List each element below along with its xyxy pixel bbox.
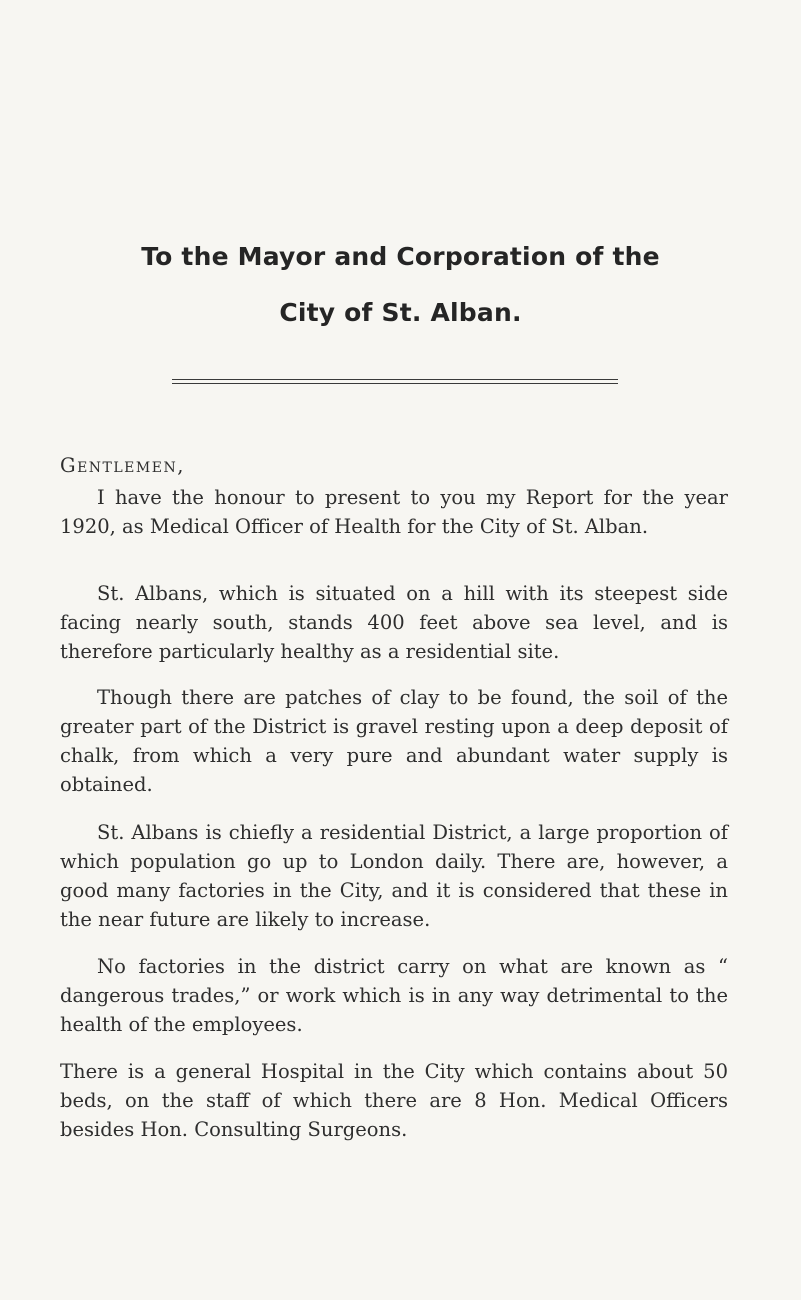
paragraph-factories: No factories in the district carry on what are known as “ dangerous trades,” or work which is in any way detrimental to the health of the employees. (60, 955, 728, 1036)
paragraph-residential: St. Albans is chiefly a residential District, a large proportion of which population go up to London daily. There are, however, a good many factories in the City, and it is considered that these in the near future are likely to increase. (60, 821, 728, 931)
heading-line-1: To the Mayor and Corporation of the (141, 242, 660, 271)
heading-line-2: City of St. Alban. (279, 298, 522, 327)
paragraph-report-intro: I have the honour to present to you my Report for the year 1920, as Medical Officer of Health for the City of St. Alban. (60, 486, 728, 538)
divider-rule (172, 379, 618, 380)
salutation: Gentlemen, (60, 454, 185, 477)
paragraph-soil: Though there are patches of clay to be found, the soil of the greater part of the District is gravel resting upon a deep deposit of chalk, from which a very pure and abundant water supply is obtained. (60, 686, 728, 796)
paragraph-hospital: There is a general Hospital in the City which contains about 50 beds, on the staff of which there are 8 Hon. Medical Officers besides Hon. Consulting Surgeons. (60, 1060, 728, 1141)
paragraph-situation: St. Albans, which is situated on a hill with its steepest side facing nearly south, stands 400 feet above sea level, and is therefore particularly healthy as a residential site. (60, 582, 728, 663)
divider-rule-secondary (172, 383, 618, 384)
